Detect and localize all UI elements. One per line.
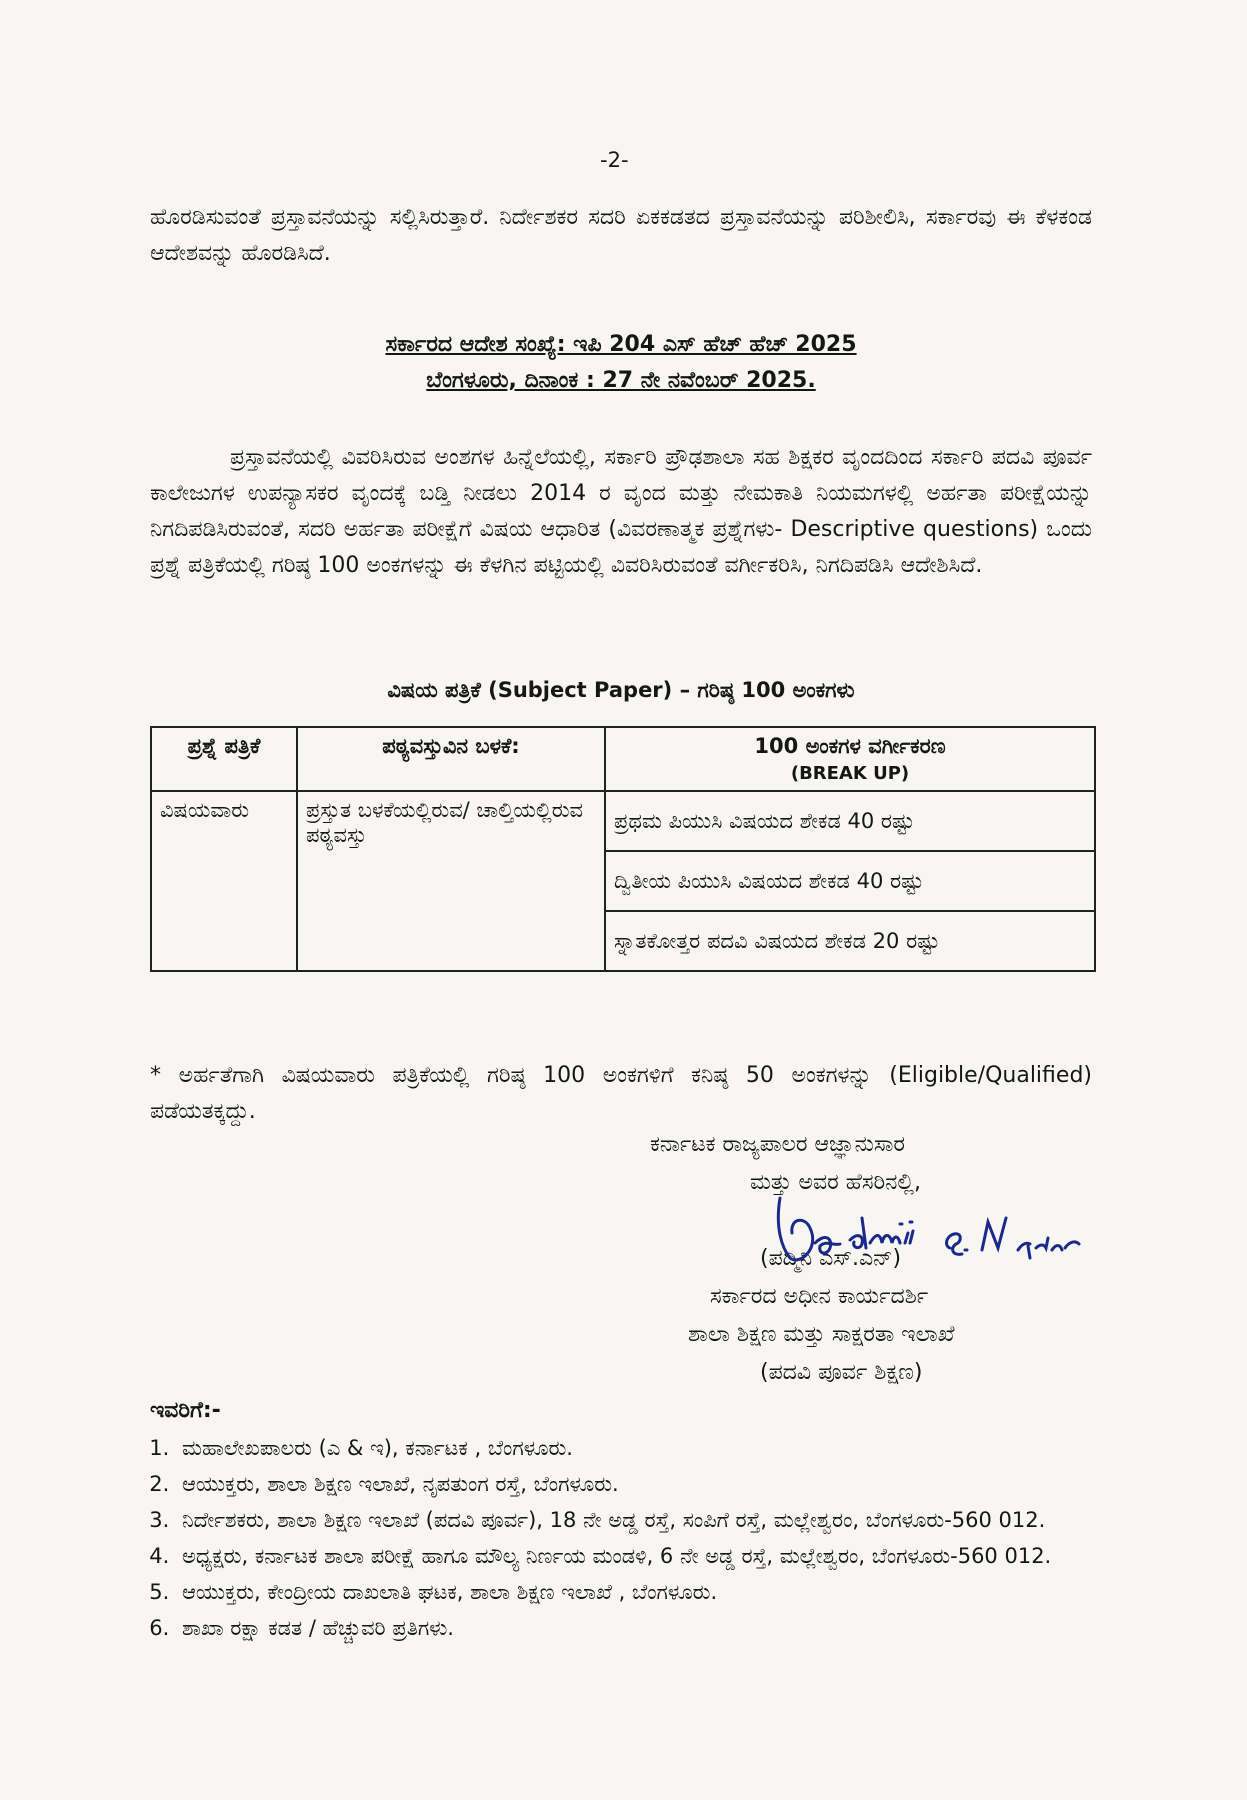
copy-to-heading: ಇವರಿಗೆ:- bbox=[150, 1398, 221, 1423]
signatory-department: ಶಾಲಾ ಶಿಕ್ಷಣ ಮತ್ತು ಸಾಕ್ಷರತಾ ಇಲಾಖೆ bbox=[688, 1322, 955, 1347]
header-marks-breakup bbox=[605, 727, 1095, 791]
copy-to-list bbox=[150, 1430, 1116, 1646]
cell-paper: ವಿಷಯವಾರು bbox=[151, 791, 297, 971]
subject-paper-table bbox=[150, 726, 1096, 972]
page-number: -2- bbox=[600, 148, 629, 172]
cell-breakup-second-puc: ದ್ವಿತೀಯ ಪಿಯುಸಿ ವಿಷಯದ ಶೇಕಡ 40 ರಷ್ಟು bbox=[605, 851, 1095, 911]
cell-breakup-first-puc: ಪ್ರಥಮ ಪಿಯುಸಿ ವಿಷಯದ ಶೇಕಡ 40 ರಷ್ಟು bbox=[605, 791, 1095, 851]
cell-breakup-postgraduate: ಸ್ನಾತಕೋತ್ತರ ಪದವಿ ವಿಷಯದ ಶೇಕಡ 20 ರಷ್ಟು bbox=[605, 911, 1095, 971]
cell-syllabus: ಪ್ರಸ್ತುತ ಬಳಕೆಯಲ್ಲಿರುವ/ ಚಾಲ್ತಿಯಲ್ಲಿರುವ ಪಠ್ಯವಸ್ತು bbox=[297, 791, 605, 971]
header-breakup-sub: (BREAK UP) bbox=[790, 763, 910, 784]
list-item: 4. ಅಧ್ಯಕ್ಷರು, ಕರ್ನಾಟಕ ಶಾಲಾ ಪರೀಕ್ಷೆ ಹಾಗೂ ಮೌಲ್ಯ ನಿರ್ಣಯ ಮಂಡಳಿ, 6 ನೇ ಅಡ್ಡ ರಸ್ತೆ, ಮಲ್ಲೇಶ್ವರಂ, ಬೆಂಗಳೂರು-560 012. bbox=[176, 1538, 1116, 1574]
signatory-designation: ಸರ್ಕಾರದ ಅಧೀನ ಕಾರ್ಯದರ್ಶಿ bbox=[710, 1284, 929, 1309]
header-marks-breakup-label: 100 ಅಂಕಗಳ ವರ್ಗೀಕರಣ bbox=[754, 734, 946, 758]
table-header-row bbox=[151, 727, 1095, 791]
list-item: 2. ಆಯುಕ್ತರು, ಶಾಲಾ ಶಿಕ್ಷಣ ಇಲಾಖೆ, ನೃಪತುಂಗ ರಸ್ತೆ, ಬೆಂಗಳೂರು. bbox=[176, 1466, 1116, 1502]
order-number: ಸರ್ಕಾರದ ಆದೇಶ ಸಂಖ್ಯೆ: ಇಪಿ 204 ಎಸ್ ಹೆಚ್ ಹೆಚ್ 2025 bbox=[385, 332, 857, 357]
eligibility-note: * ಅರ್ಹತೆಗಾಗಿ ವಿಷಯವಾರು ಪತ್ರಿಕೆಯಲ್ಲಿ ಗರಿಷ್ಠ 100 ಅಂಕಗಳಿಗೆ ಕನಿಷ್ಠ 50 ಅಂಕಗಳನ್ನು (Eligible/Qualified) ಪಡೆಯತಕ್ಕದ್ದು. bbox=[150, 1063, 1092, 1124]
list-item: 5. ಆಯುಕ್ತರು, ಕೇಂದ್ರೀಯ ದಾಖಲಾತಿ ಘಟಕ, ಶಾಲಾ ಶಿಕ್ಷಣ ಇಲಾಖೆ , ಬೆಂಗಳೂರು. bbox=[176, 1574, 1116, 1610]
table-title: ವಿಷಯ ಪತ್ರಿಕೆ (Subject Paper) – ಗರಿಷ್ಠ 100 ಅಂಕಗಳು bbox=[387, 678, 855, 702]
list-item: 3. ನಿರ್ದೇಶಕರು, ಶಾಲಾ ಶಿಕ್ಷಣ ಇಲಾಖೆ (ಪದವಿ ಪೂರ್ವ), 18 ನೇ ಅಡ್ಡ ರಸ್ತೆ, ಸಂಪಿಗೆ ರಸ್ತೆ, ಮಲ್ಲೇಶ್ವರಂ, ಬೆಂಗಳೂರು-560 012. bbox=[176, 1502, 1116, 1538]
order-date: ಬೆಂಗಳೂರು, ದಿನಾಂಕ : 27 ನೇ ನವೆಂಬರ್ 2025. bbox=[426, 368, 816, 393]
intro-paragraph: ಹೊರಡಿಸುವಂತೆ ಪ್ರಸ್ತಾವನೆಯನ್ನು ಸಲ್ಲಿಸಿರುತ್ತಾರೆ. ನಿರ್ದೇಶಕರ ಸದರಿ ಏಕಕಡತದ ಪ್ರಸ್ತಾವನೆಯನ್ನು ಪರಿಶೀಲಿಸಿ, ಸರ್ಕಾರವು ಈ ಕೆಳಕಂಡ ಆದೇಶವನ್ನು ಹೊರಡಿಸಿದೆ. bbox=[150, 205, 1092, 266]
list-item: 6. ಶಾಖಾ ರಕ್ಷಾ ಕಡತ / ಹೆಚ್ಚುವರಿ ಪ್ರತಿಗಳು. bbox=[176, 1610, 1116, 1646]
handwritten-signature bbox=[760, 1188, 1130, 1278]
header-syllabus-usage: ಪಠ್ಯವಸ್ತುವಿನ ಬಳಕೆ: bbox=[297, 727, 605, 791]
signatory-section: (ಪದವಿ ಪೂರ್ವ ಶಿಕ್ಷಣ) bbox=[760, 1360, 923, 1385]
signatory-name: (ಪದ್ಮಿನಿ ಎಸ್.ಎನ್) bbox=[760, 1246, 902, 1271]
body-paragraph: ಪ್ರಸ್ತಾವನೆಯಲ್ಲಿ ವಿವರಿಸಿರುವ ಅಂಶಗಳ ಹಿನ್ನೆಲೆಯಲ್ಲಿ, ಸರ್ಕಾರಿ ಪ್ರೌಢಶಾಲಾ ಸಹ ಶಿಕ್ಷಕರ ವೃಂದದಿಂದ ಸರ್ಕಾರಿ ಪದವಿ ಪೂರ್ವ ಕಾಲೇಜುಗಳ ಉಪನ್ಯಾಸಕರ ವೃಂದಕ್ಕೆ ಬಡ್ತಿ ನೀಡಲು 2014 ರ ವೃಂದ ಮತ್ತು ನೇಮಕಾತಿ ನಿಯಮಗಳಲ್ಲಿ ಅರ್ಹತಾ ಪರೀಕ್ಷೆಯನ್ನು ನಿಗದಿಪಡಿಸಿರುವಂತೆ, ಸದರಿ ಅರ್ಹತಾ ಪರೀಕ್ಷೆಗೆ ವಿಷಯ ಆಧಾರಿತ (ವಿವರಣಾತ್ಮಕ ಪ್ರಶ್ನೆಗಳು- Descriptive questions) ಒಂದು ಪ್ರಶ್ನೆ ಪತ್ರಿಕೆಯಲ್ಲಿ ಗರಿಷ್ಠ 100 ಅಂಕಗಳನ್ನು ಈ ಕೆಳಗಿನ ಪಟ್ಟಿಯಲ್ಲಿ ವಿವರಿಸಿರುವಂತೆ ವರ್ಗೀಕರಿಸಿ, ನಿಗದಿಪಡಿಸಿ ಆದೇಶಿಸಿದೆ. bbox=[150, 445, 1092, 578]
table-row bbox=[151, 791, 1095, 851]
signature-line-1: ಕರ್ನಾಟಕ ರಾಜ್ಯಪಾಲರ ಆಜ್ಞಾನುಸಾರ bbox=[650, 1132, 905, 1157]
signature-line-2: ಮತ್ತು ಅವರ ಹೆಸರಿನಲ್ಲಿ, bbox=[750, 1170, 921, 1195]
header-question-paper: ಪ್ರಶ್ನೆ ಪತ್ರಿಕೆ bbox=[151, 727, 297, 791]
list-item: 1. ಮಹಾಲೇಖಪಾಲರು (ಎ & ಇ), ಕರ್ನಾಟಕ , ಬೆಂಗಳೂರು. bbox=[176, 1430, 1116, 1466]
